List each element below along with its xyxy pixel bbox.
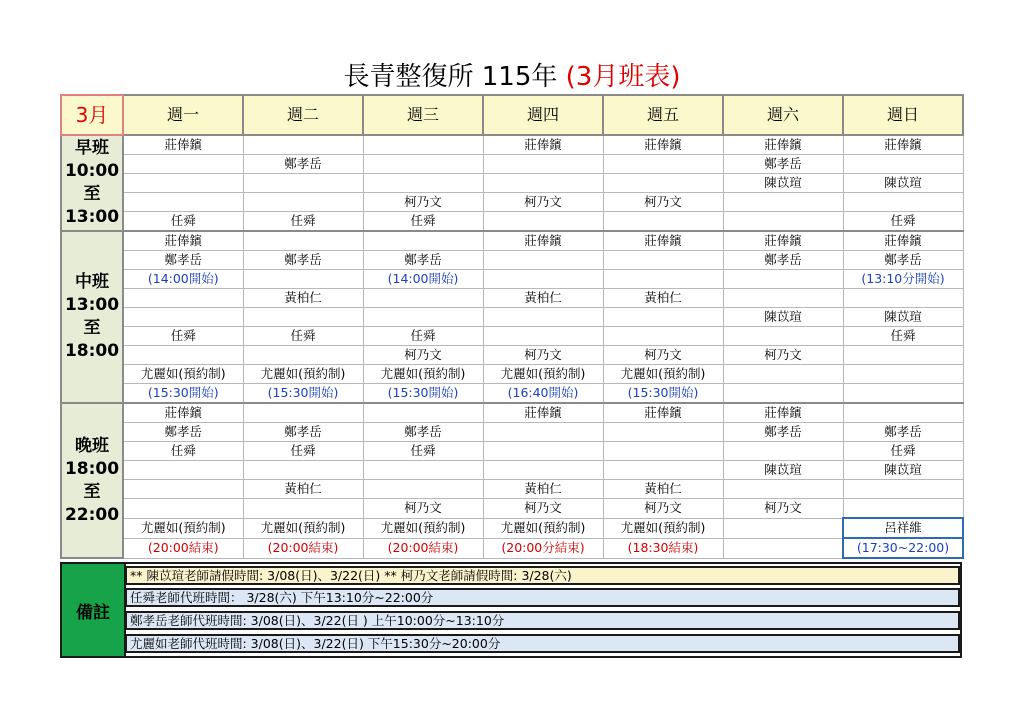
schedule-cell: 鄭孝岳 [723,423,843,442]
schedule-cell [363,135,483,155]
schedule-cell: 鄭孝岳 [363,423,483,442]
schedule-cell: 任舜 [363,327,483,346]
schedule-cell [363,174,483,193]
schedule-cell [723,442,843,461]
schedule-table [60,94,964,559]
schedule-cell: 莊俸鑌 [723,403,843,423]
schedule-cell: 鄭孝岳 [363,251,483,270]
schedule-row [61,251,963,270]
schedule-cell: 陳苡瑄 [723,308,843,327]
schedule-cell: (20:00結束) [243,538,363,558]
schedule-cell [723,212,843,232]
schedule-cell [243,270,363,289]
schedule-cell [363,480,483,499]
schedule-cell [843,193,963,212]
schedule-cell [483,308,603,327]
schedule-cell: 黃柏仁 [483,480,603,499]
schedule-cell: 鄭孝岳 [243,423,363,442]
schedule-cell [123,289,243,308]
schedule-cell [843,480,963,499]
schedule-cell: 黃柏仁 [603,289,723,308]
schedule-cell: (14:00開始) [123,270,243,289]
schedule-cell [843,384,963,404]
schedule-cell: 陳苡瑄 [843,461,963,480]
day-header: 週五 [603,95,723,135]
schedule-cell: (18:30結束) [603,538,723,558]
schedule-cell: (15:30開始) [243,384,363,404]
schedule-row [61,135,963,155]
schedule-cell [723,384,843,404]
schedule-cell: 莊俸鑌 [123,135,243,155]
schedule-cell: (17:30~22:00) [843,538,963,558]
schedule-cell [723,518,843,538]
schedule-cell: 鄭孝岳 [723,155,843,174]
schedule-cell [843,155,963,174]
schedule-cell [843,365,963,384]
day-header: 週二 [243,95,363,135]
schedule-cell: 任舜 [363,442,483,461]
title-main: 長青整復所 115年 [343,62,566,92]
schedule-row [61,155,963,174]
schedule-cell: 陳苡瑄 [723,174,843,193]
schedule-cell: 莊俸鑌 [723,135,843,155]
schedule-row [61,518,963,538]
schedule-cell [123,193,243,212]
schedule-row [61,308,963,327]
schedule-cell: 尤麗如(預約制) [363,365,483,384]
schedule-cell [603,155,723,174]
schedule-row [61,384,963,404]
schedule-row [61,212,963,232]
schedule-cell: 鄭孝岳 [243,251,363,270]
schedule-cell [603,442,723,461]
schedule-cell [243,461,363,480]
shift-label: 早班 10:00 至 13:00 [61,135,123,231]
schedule-cell [483,423,603,442]
schedule-cell: 莊俸鑌 [483,135,603,155]
schedule-cell [603,212,723,232]
schedule-cell: (15:30開始) [123,384,243,404]
note-line: 尤麗如老師代班時間: 3/08(日)、3/22(日) 下午15:30分~20:00分 [125,634,960,653]
notes-label: 備註 [62,564,126,656]
day-header: 週三 [363,95,483,135]
schedule-cell: (20:00結束) [123,538,243,558]
schedule-cell: 莊俸鑌 [483,231,603,251]
note-line: ** 陳苡瑄老師請假時間: 3/08(日)、3/22(日) ** 柯乃文老師請假時間: 3/28(六) [125,566,960,585]
schedule-body [61,135,963,558]
schedule-cell: 柯乃文 [603,499,723,519]
schedule-cell: 黃柏仁 [483,289,603,308]
schedule-cell [243,499,363,519]
schedule-cell: 任舜 [843,442,963,461]
schedule-cell: 尤麗如(預約制) [603,518,723,538]
schedule-cell [363,289,483,308]
schedule-cell: 陳苡瑄 [843,308,963,327]
schedule-cell: 黃柏仁 [603,480,723,499]
schedule-cell: 尤麗如(預約制) [603,365,723,384]
schedule-cell: 柯乃文 [603,346,723,365]
day-header: 週六 [723,95,843,135]
schedule-cell: 柯乃文 [603,193,723,212]
schedule-cell: 柯乃文 [723,499,843,519]
schedule-cell: 尤麗如(預約制) [483,518,603,538]
schedule-cell: (16:40開始) [483,384,603,404]
title-highlight: (3月班表) [565,62,681,92]
schedule-cell [123,308,243,327]
schedule-row [61,538,963,558]
schedule-cell [603,461,723,480]
schedule-row [61,480,963,499]
schedule-cell [483,174,603,193]
day-header: 週日 [843,95,963,135]
schedule-cell [363,403,483,423]
schedule-cell [363,155,483,174]
schedule-cell [723,538,843,558]
schedule-cell [603,308,723,327]
schedule-cell: 任舜 [243,442,363,461]
schedule-cell [603,423,723,442]
schedule-cell [483,327,603,346]
schedule-row [61,327,963,346]
schedule-cell: 柯乃文 [363,193,483,212]
schedule-cell: (15:30開始) [363,384,483,404]
schedule-cell: 莊俸鑌 [603,403,723,423]
schedule-row [61,346,963,365]
schedule-row [61,231,963,251]
schedule-cell: 尤麗如(預約制) [123,365,243,384]
schedule-cell [123,346,243,365]
schedule-cell: 鄭孝岳 [843,423,963,442]
schedule-cell [603,251,723,270]
schedule-cell: 黃柏仁 [243,480,363,499]
schedule-cell [363,461,483,480]
month-header: 3月 [61,95,123,135]
schedule-cell [123,480,243,499]
schedule-cell: 黃柏仁 [243,289,363,308]
shift-label: 中班 13:00 至 18:00 [61,231,123,403]
schedule-cell [363,231,483,251]
schedule-cell: 任舜 [243,327,363,346]
schedule-cell: 陳苡瑄 [843,174,963,193]
page-title [0,60,1024,94]
note-line: 任舜老師代班時間： 3/28(六) 下午13:10分~22:00分 [125,588,960,607]
schedule-cell: 尤麗如(預約制) [243,518,363,538]
schedule-cell [483,270,603,289]
schedule-cell: (15:30開始) [603,384,723,404]
schedule-cell [723,327,843,346]
schedule-cell: 任舜 [243,212,363,232]
schedule-cell: 莊俸鑌 [483,403,603,423]
day-header: 週四 [483,95,603,135]
schedule-cell [843,499,963,519]
schedule-cell: 鄭孝岳 [723,251,843,270]
schedule-cell: 莊俸鑌 [123,403,243,423]
schedule-cell [243,403,363,423]
schedule-row [61,289,963,308]
schedule-cell: 莊俸鑌 [723,231,843,251]
schedule-cell: (14:00開始) [363,270,483,289]
schedule-cell: (13:10分開始) [843,270,963,289]
schedule-cell [483,155,603,174]
schedule-cell: (20:00分結束) [483,538,603,558]
schedule-cell [483,212,603,232]
schedule-cell: 陳苡瑄 [723,461,843,480]
schedule-cell: 任舜 [843,212,963,232]
schedule-cell [123,155,243,174]
schedule-cell [723,365,843,384]
schedule-cell [603,174,723,193]
schedule-cell: 尤麗如(預約制) [363,518,483,538]
schedule-row [61,270,963,289]
schedule-cell: 柯乃文 [483,346,603,365]
schedule-row [61,193,963,212]
schedule-row [61,403,963,423]
schedule-cell [123,174,243,193]
schedule-cell: 尤麗如(預約制) [243,365,363,384]
schedule-cell [243,346,363,365]
schedule-row [61,174,963,193]
schedule-cell [243,135,363,155]
schedule-cell: 鄭孝岳 [843,251,963,270]
schedule-row [61,461,963,480]
schedule-cell: 柯乃文 [363,346,483,365]
schedule-cell [483,442,603,461]
schedule-cell: 鄭孝岳 [123,251,243,270]
schedule-row [61,365,963,384]
schedule-row [61,442,963,461]
schedule-cell: 莊俸鑌 [603,231,723,251]
schedule-row [61,423,963,442]
schedule-cell: (20:00結束) [363,538,483,558]
day-header: 週一 [123,95,243,135]
schedule-cell: 鄭孝岳 [243,155,363,174]
schedule-cell: 莊俸鑌 [843,135,963,155]
schedule-cell: 任舜 [123,212,243,232]
schedule-cell [843,403,963,423]
schedule-cell [723,289,843,308]
header-row [61,95,963,135]
schedule-cell [243,308,363,327]
schedule-cell: 任舜 [363,212,483,232]
schedule-cell [723,270,843,289]
schedule-cell [363,308,483,327]
schedule-cell [483,251,603,270]
schedule-cell [123,461,243,480]
schedule-cell [483,461,603,480]
schedule-cell [723,193,843,212]
schedule-cell: 莊俸鑌 [123,231,243,251]
schedule-cell: 呂祥維 [843,518,963,538]
note-line: 鄭孝岳老師代班時間: 3/08(日)、3/22(日 ) 上午10:00分~13:10分 [125,611,960,630]
schedule-cell [243,231,363,251]
schedule-cell: 任舜 [843,327,963,346]
schedule-cell: 鄭孝岳 [123,423,243,442]
schedule-cell: 尤麗如(預約制) [123,518,243,538]
shift-label: 晚班 18:00 至 22:00 [61,403,123,558]
schedule-cell [723,480,843,499]
schedule-cell [243,193,363,212]
schedule-cell [843,289,963,308]
schedule-cell: 尤麗如(預約制) [483,365,603,384]
schedule-cell: 莊俸鑌 [603,135,723,155]
notes-box [60,562,962,658]
schedule-cell: 柯乃文 [723,346,843,365]
schedule-cell [843,346,963,365]
schedule-cell [123,499,243,519]
schedule-cell: 任舜 [123,327,243,346]
schedule-cell: 任舜 [123,442,243,461]
schedule-cell: 柯乃文 [483,193,603,212]
schedule-cell: 莊俸鑌 [843,231,963,251]
schedule-cell: 柯乃文 [363,499,483,519]
schedule-cell [243,174,363,193]
schedule-row [61,499,963,519]
schedule-cell: 柯乃文 [483,499,603,519]
schedule-cell [603,270,723,289]
schedule-cell [603,327,723,346]
